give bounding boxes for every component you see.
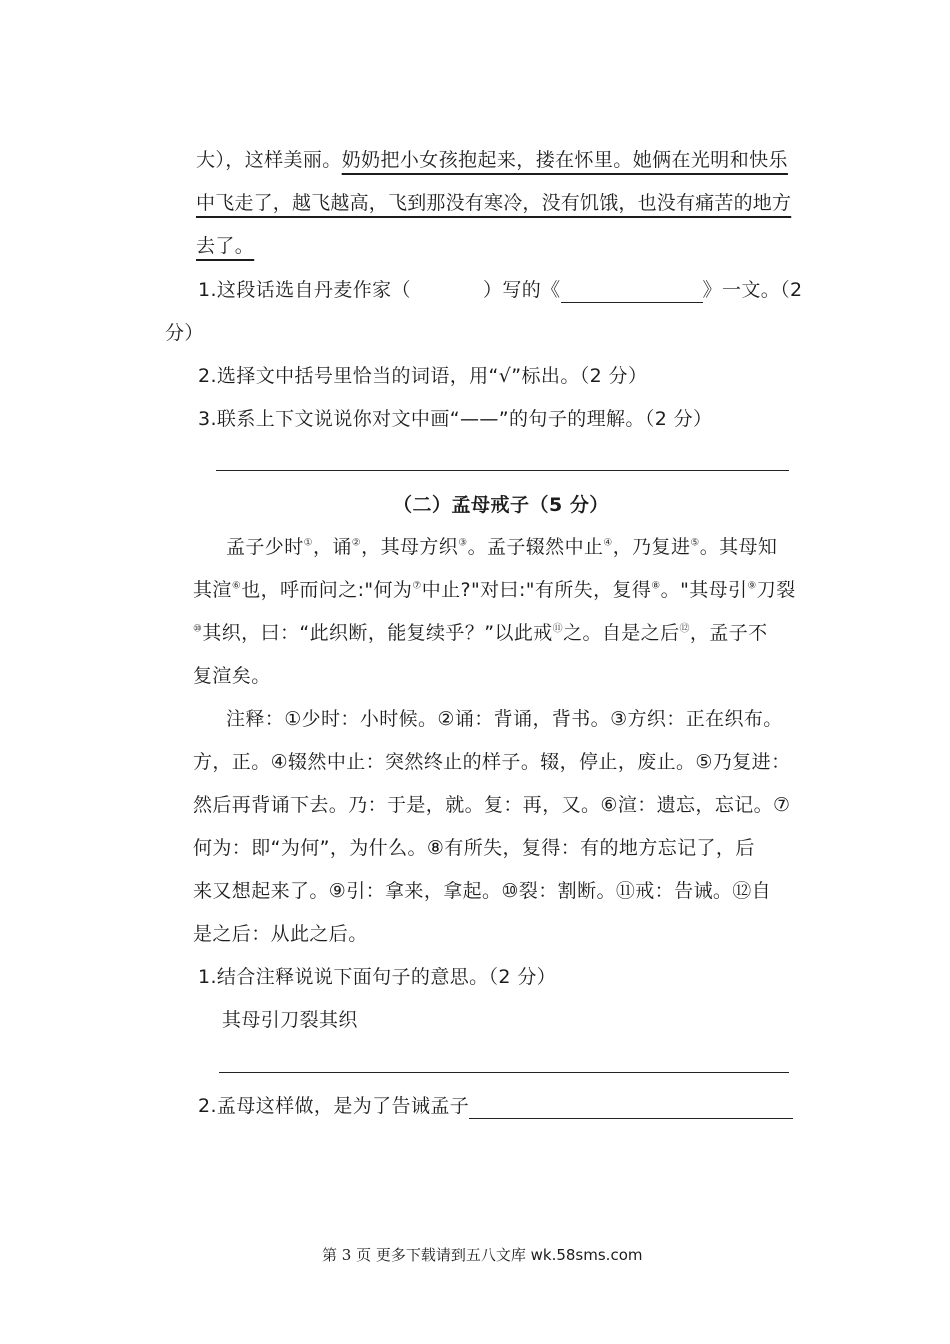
text: 。"其母引: [660, 579, 748, 601]
text: 。其母知: [699, 536, 778, 558]
note-line-5: 来又想起来了。⑨引：拿来，拿起。⑩裂：割断。⑪戒：告诫。⑫自: [193, 880, 772, 902]
question-text: ）写的《: [482, 279, 561, 301]
note-line-2: 方，正。④辍然中止：突然终止的样子。辍，停止，废止。⑤乃复进：: [193, 751, 791, 773]
quoted-sentence: 其母引刀裂其织: [222, 1009, 358, 1031]
answer-line-q3[interactable]: [216, 470, 789, 471]
note-line-6: 是之后：从此之后。: [193, 923, 368, 945]
footnote-marker: ⑦: [412, 580, 422, 592]
passage-line-1: [196, 147, 788, 173]
question-2: 2.选择文中括号里恰当的词语，用“√”标出。（2 分）: [198, 365, 648, 387]
text: 。孟子辍然中止: [467, 536, 604, 558]
title-blank[interactable]: [561, 280, 703, 303]
footnote-marker: ③: [458, 537, 468, 549]
text: 中止?"对曰:"有所失，复得: [421, 579, 652, 601]
question-text: 1.这段话选自丹麦作家（: [198, 279, 411, 301]
text: 孟子少时: [226, 536, 304, 558]
text: 之。自是之后: [563, 622, 680, 644]
classical-line-2: [193, 577, 796, 603]
section-2-title: （二）孟母戒子（5 分）: [393, 494, 609, 516]
answer-blank[interactable]: [469, 1096, 793, 1119]
answer-line-s2q1[interactable]: [219, 1072, 789, 1073]
text: 其渲: [193, 579, 232, 601]
note-line-1: 注释：①少时：小时候。②诵：背诵，背书。③方织：正在织布。: [226, 708, 783, 730]
footnote-marker: ⑫: [679, 623, 690, 635]
footnote-marker: ④: [603, 537, 613, 549]
note-line-4: 何为：即“为何”，为什么。⑧有所失，复得：有的地方忘记了，后: [193, 837, 755, 859]
section2-question-2: [198, 1093, 793, 1119]
question-3: 3.联系上下文说说你对文中画“——”的句子的理解。（2 分）: [198, 408, 713, 430]
question-text: 》一文。（2: [702, 279, 803, 301]
footer-page-text: 第 3 页 更多下载请到五八文库: [322, 1246, 531, 1264]
text: 也，呼而问之:"何为: [241, 579, 413, 601]
text: 刀裂: [756, 579, 796, 601]
passage-text: 大），这样美丽。: [196, 149, 342, 171]
footnote-marker: ⑥: [231, 580, 242, 592]
text: 其织，曰：“此织断，能复续乎？”以此戒: [202, 622, 553, 644]
text: ，孟子不: [689, 622, 768, 644]
text: ，乃复进: [612, 536, 691, 558]
footnote-marker: ②: [351, 537, 362, 549]
passage-line-2: 中飞走了，越飞越高，飞到那没有寒冷，没有饥饿，也没有痛苦的地方: [196, 192, 792, 214]
question-text: 2.孟母这样做，是为了告诫孟子: [198, 1095, 470, 1117]
note-line-3: 然后再背诵下去。乃：于是，就。复：再，又。⑥渲：遗忘，忘记。⑦: [193, 794, 791, 816]
footnote-marker: ⑧: [651, 580, 661, 592]
classical-line-4: 复渲矣。: [193, 665, 271, 687]
classical-line-1: [226, 534, 777, 560]
text: ，其母方织: [361, 536, 459, 558]
passage-line-3: 去了。: [196, 235, 255, 257]
classical-line-3: [193, 620, 768, 646]
question-1-score: 分）: [165, 322, 204, 344]
underlined-sentence: 奶奶把小女孩抱起来，搂在怀里。她俩在光明和快乐: [341, 149, 788, 171]
section2-question-1: 1.结合注释说说下面句子的意思。（2 分）: [198, 966, 557, 988]
footnote-marker: ⑪: [552, 623, 564, 635]
text: ，诵: [312, 536, 352, 558]
footnote-marker: ⑨: [747, 580, 757, 592]
footnote-marker: ①: [303, 537, 313, 549]
page-footer: [322, 1244, 642, 1265]
footer-site-link[interactable]: wk.58sms.com: [530, 1246, 643, 1264]
footnote-marker: ⑤: [690, 537, 700, 549]
question-1: [198, 277, 803, 303]
footnote-marker: ⑩: [193, 623, 203, 635]
